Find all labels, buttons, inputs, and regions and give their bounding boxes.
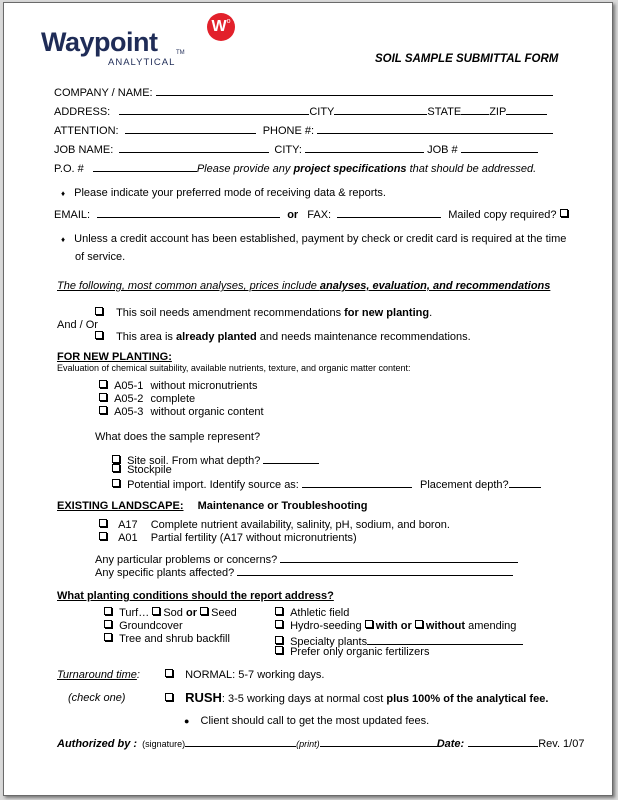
import-option: Potential import. Identify source as: Placement depth?	[112, 476, 541, 492]
analyses-note: The following, most common analyses, prices include analyses, evaluation, and recommendations	[57, 280, 551, 292]
seed-checkbox[interactable]	[200, 607, 208, 615]
company-input[interactable]	[156, 84, 553, 96]
hydro-checkbox[interactable]	[275, 620, 283, 628]
stockpile-checkbox[interactable]	[112, 464, 120, 472]
normal-checkbox[interactable]	[165, 669, 173, 677]
new-planting-option: This soil needs amendment recommendations for new planting.	[95, 307, 432, 320]
site-soil-depth-input[interactable]	[263, 452, 319, 464]
turnaround-label: Turnaround time:	[57, 669, 140, 681]
delivery-fields: EMAIL: or FAX: Mailed copy required?	[54, 206, 568, 222]
fax-input[interactable]	[337, 206, 441, 218]
payment-note-cont: of service.	[75, 251, 126, 263]
form-page	[3, 2, 613, 796]
turf-checkbox[interactable]	[104, 607, 112, 615]
diamond-bullet-icon: ♦	[61, 189, 66, 198]
date-input[interactable]	[468, 735, 538, 747]
problems-input[interactable]	[280, 551, 518, 563]
test-a01-checkbox[interactable]	[99, 532, 107, 540]
specialty-checkbox[interactable]	[275, 636, 283, 644]
already-planted-checkbox[interactable]	[95, 331, 103, 339]
attention-input[interactable]	[125, 122, 256, 134]
sod-checkbox[interactable]	[152, 607, 160, 615]
authorization-row: Authorized by : (signature) (print) Date: Rev. 1/07	[57, 735, 584, 751]
signature-input[interactable]	[185, 735, 296, 747]
new-planting-description: Evaluation of chemical suitability, available nutrients, texture, and organic matter content:	[57, 363, 411, 373]
phone-input[interactable]	[317, 122, 553, 134]
import-source-input[interactable]	[302, 476, 412, 488]
check-one-label: (check one)	[68, 692, 126, 704]
zip-input[interactable]	[506, 103, 547, 115]
diamond-bullet-icon: ♦	[61, 235, 66, 244]
address-field: ADDRESS: CITY STATE ZIP	[54, 103, 547, 119]
po-field: P.O. # Please provide any project specifications that should be addressed.	[54, 160, 536, 176]
test-option-a05-1: A05-1 without micronutrients	[99, 380, 257, 393]
site-soil-option: Site soil. From what depth?	[112, 452, 319, 468]
test-a17-checkbox[interactable]	[99, 519, 107, 527]
test-a05-2-checkbox[interactable]	[99, 393, 107, 401]
organic-option: Prefer only organic fertilizers	[275, 646, 429, 659]
new-planting-heading: FOR NEW PLANTING:	[57, 351, 172, 363]
normal-option: NORMAL: 5-7 working days.	[165, 669, 324, 682]
form-title: SOIL SAMPLE SUBMITTAL FORM	[375, 53, 559, 65]
athletic-checkbox[interactable]	[275, 607, 283, 615]
test-a05-1-checkbox[interactable]	[99, 380, 107, 388]
attention-field: ATTENTION: PHONE #:	[54, 122, 553, 138]
turf-option: Turf… Sod or Seed	[104, 607, 237, 620]
and-or-label: And / Or	[57, 319, 98, 331]
import-checkbox[interactable]	[112, 479, 120, 487]
with-amending-checkbox[interactable]	[365, 620, 373, 628]
groundcover-checkbox[interactable]	[104, 620, 112, 628]
new-planting-checkbox[interactable]	[95, 307, 103, 315]
plants-affected-field: Any specific plants affected?	[95, 564, 513, 580]
print-name-input[interactable]	[320, 735, 437, 747]
test-option-a01: A01 Partial fertility (A17 without micronutrients)	[99, 532, 357, 545]
job-name-input[interactable]	[119, 141, 269, 153]
site-soil-checkbox[interactable]	[112, 455, 120, 463]
logo-trademark: TM	[176, 50, 185, 56]
specialty-option: Specialty plants	[275, 633, 523, 649]
groundcover-option: Groundcover	[104, 620, 183, 633]
test-a05-3-checkbox[interactable]	[99, 406, 107, 414]
job-number-input[interactable]	[461, 141, 538, 153]
plants-affected-input[interactable]	[237, 564, 513, 576]
existing-landscape-heading: EXISTING LANDSCAPE: Maintenance or Troubleshooting	[57, 500, 368, 512]
city-input[interactable]	[334, 103, 427, 115]
email-input[interactable]	[97, 206, 280, 218]
test-option-a17: A17 Complete nutrient availability, salinity, pH, sodium, and boron.	[99, 519, 450, 532]
test-option-a05-2: A05-2 complete	[99, 393, 195, 406]
delivery-instruction: ♦ Please indicate your preferred mode of receiving data & reports.	[61, 187, 386, 199]
test-option-a05-3: A05-3 without organic content	[99, 406, 264, 419]
job-name-field: JOB NAME: CITY: JOB #	[54, 141, 538, 157]
hydro-option: Hydro-seeding with or without amending	[275, 620, 516, 633]
without-amending-checkbox[interactable]	[415, 620, 423, 628]
logo-wordmark: Waypoint	[41, 27, 158, 57]
problems-field: Any particular problems or concerns?	[95, 551, 518, 567]
state-input[interactable]	[461, 103, 489, 115]
address-input[interactable]	[119, 103, 309, 115]
placement-depth-input[interactable]	[509, 476, 541, 488]
payment-note: ♦ Unless a credit account has been established, payment by check or credit card is required at the time	[61, 233, 567, 245]
fee-note: ● Client should call to get the most updated fees.	[184, 715, 430, 727]
athletic-option: Athletic field	[275, 607, 349, 620]
logo-subtitle: ANALYTICAL	[108, 57, 176, 68]
bullet-icon: ●	[184, 716, 190, 726]
stockpile-option: Stockpile	[112, 464, 172, 477]
organic-checkbox[interactable]	[275, 646, 283, 654]
tree-option: Tree and shrub backfill	[104, 633, 230, 646]
po-input[interactable]	[93, 160, 197, 172]
mailed-copy-checkbox[interactable]	[560, 209, 568, 217]
sample-question: What does the sample represent?	[95, 431, 261, 443]
rush-checkbox[interactable]	[165, 693, 173, 701]
job-city-input[interactable]	[305, 141, 424, 153]
logo-mark-icon: $W^o$	[207, 13, 235, 41]
specialty-input[interactable]	[367, 633, 523, 645]
conditions-heading: What planting conditions should the report address?	[57, 590, 334, 602]
rush-option: RUSH: 3-5 working days at normal cost plus 100% of the analytical fee.	[165, 691, 548, 706]
company-field: COMPANY / NAME:	[54, 84, 553, 100]
already-planted-option: This area is already planted and needs maintenance recommendations.	[95, 331, 471, 344]
tree-checkbox[interactable]	[104, 633, 112, 641]
